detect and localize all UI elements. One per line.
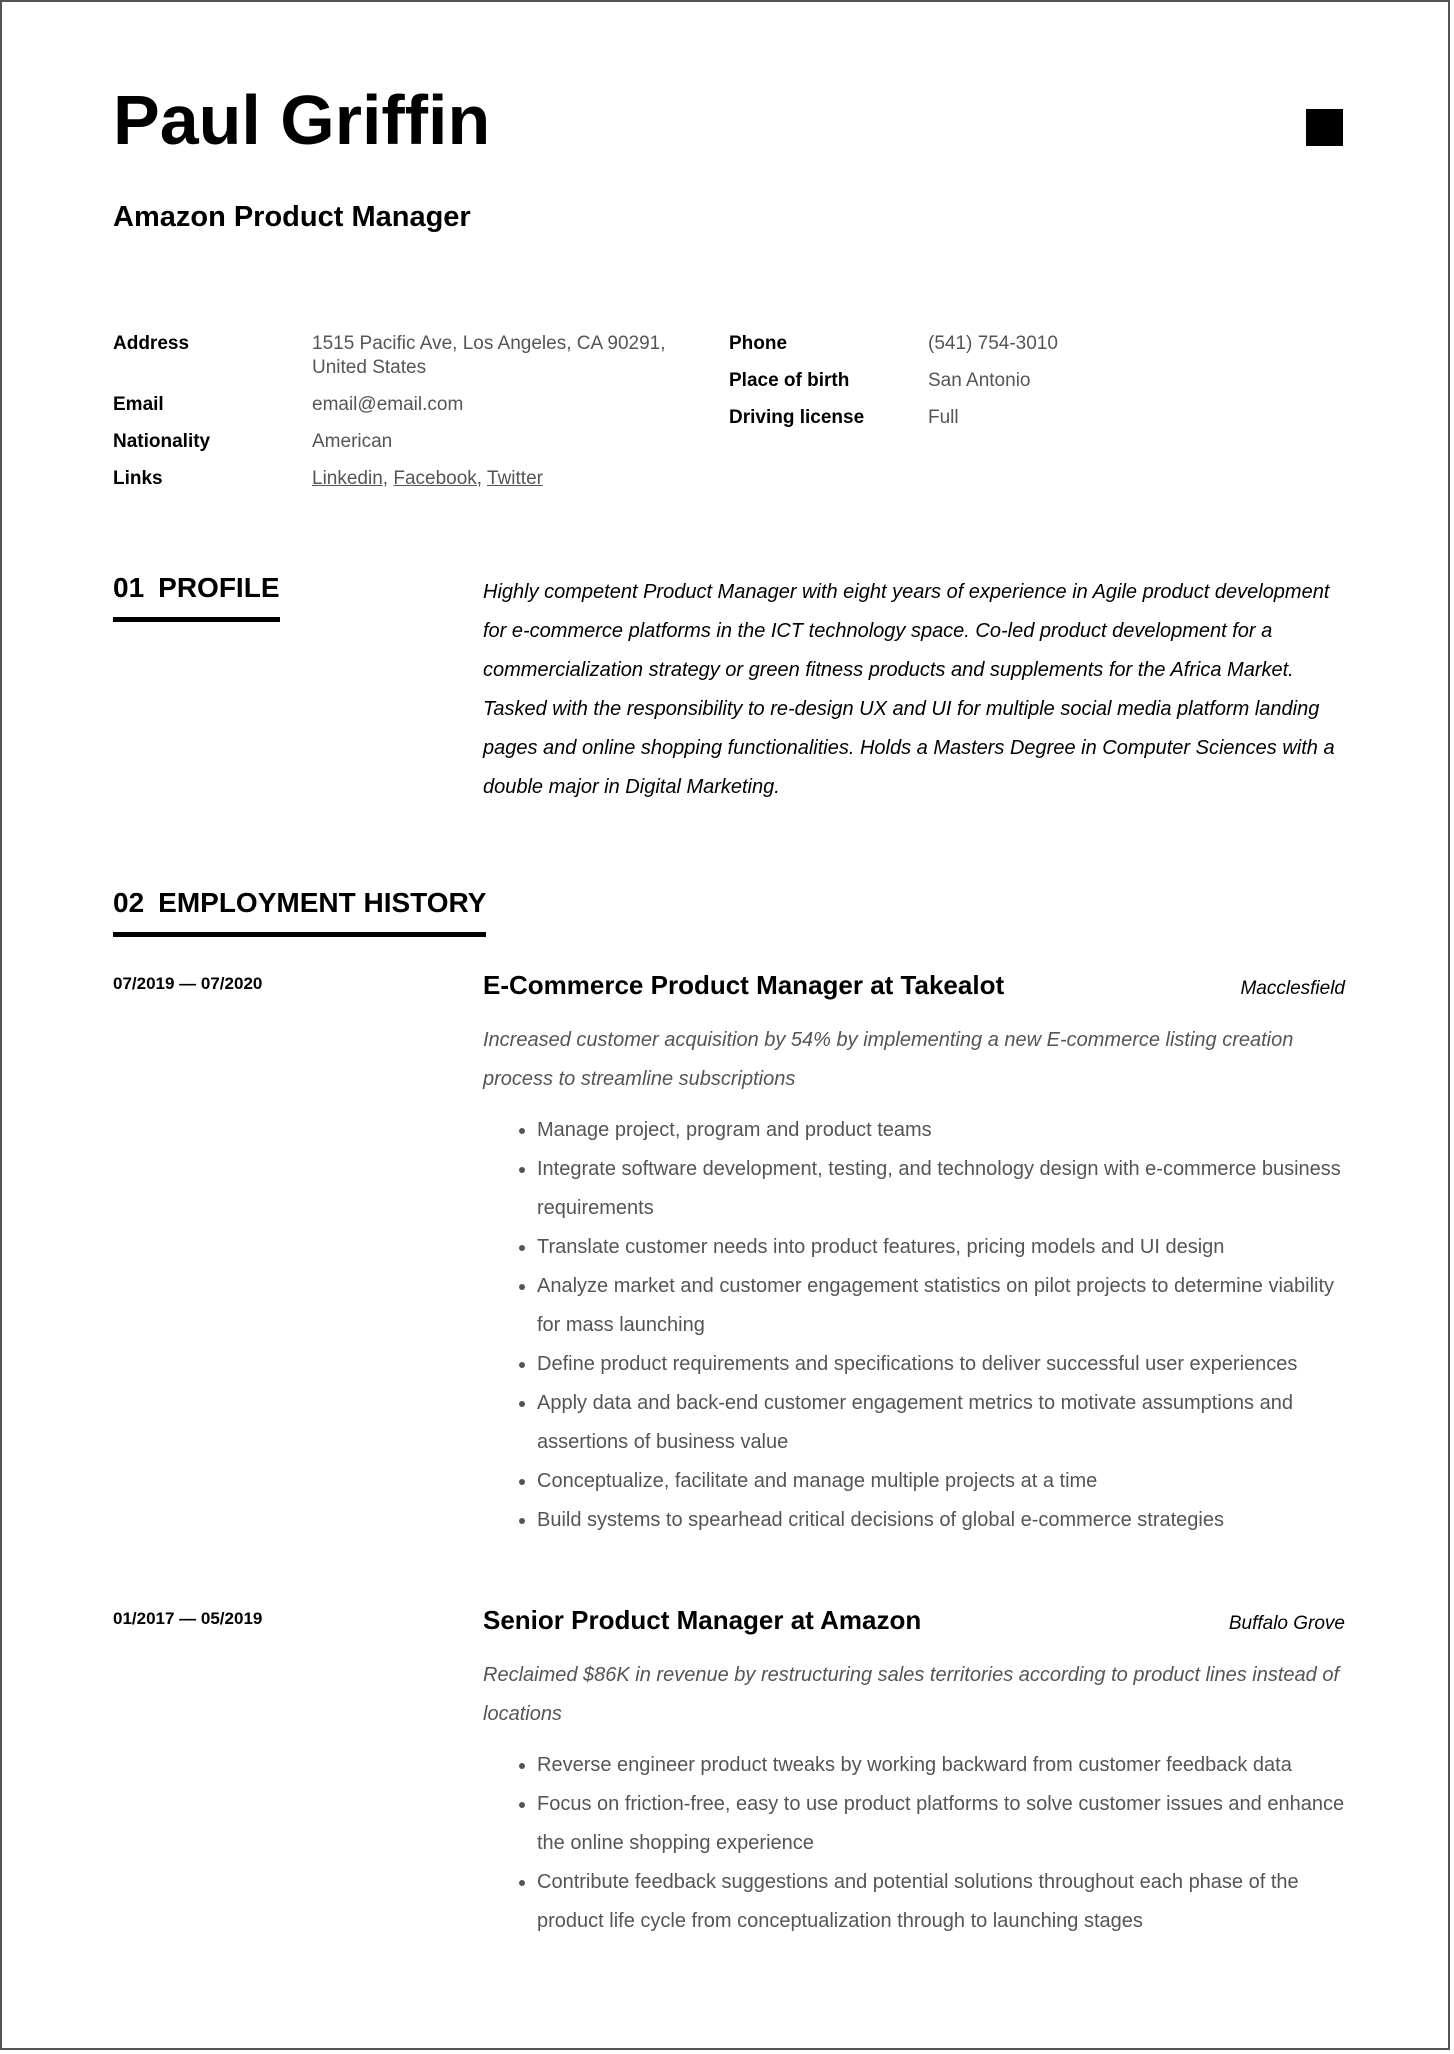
list-item: • Contribute feedback suggestions and potential solutions throughout each phase of the product life cycle from conceptualization through to launching stages — [537, 1863, 1345, 1941]
detail-label: Email — [113, 394, 164, 415]
links-list — [312, 467, 693, 491]
detail-row-place-of-birth — [729, 369, 1289, 393]
candidate-job-title: Amazon Product Manager — [113, 201, 471, 233]
detail-value: San Antonio — [928, 370, 1031, 391]
detail-label: Address — [113, 333, 190, 354]
list-item: • Build systems to spearhead critical decisions of global e-commerce strategies — [537, 1501, 1345, 1540]
facebook-link[interactable]: Facebook — [393, 468, 477, 489]
job-bullets — [483, 1111, 1345, 1540]
square-icon — [1306, 109, 1343, 146]
job-dates: 07/2019 — 07/2020 — [113, 974, 263, 993]
detail-value: (541) 754-3010 — [928, 333, 1058, 354]
job-body — [483, 970, 1345, 1540]
twitter-link[interactable]: Twitter — [487, 468, 543, 489]
section-number: 02 — [113, 887, 145, 918]
profile-text: Highly competent Product Manager with eight years of experience in Agile product development for e-commerce platforms in the ICT technology space. Co-led product development for a commercialization strategy or green fitness products and supplements for the Africa Market. Tasked with the responsibility to re-design UX and UI for multiple social media platform landing pages and online shopping functionalities. Holds a Masters Degree in Computer Sciences with a double major in Digital Marketing. — [483, 581, 1335, 798]
job-dates: 01/2017 — 05/2019 — [113, 1609, 263, 1628]
list-item: • Conceptualize, facilitate and manage multiple projects at a time — [537, 1462, 1345, 1501]
job-location: Buffalo Grove — [1228, 1613, 1345, 1634]
list-item: • Reverse engineer product tweaks by working backward from customer feedback data — [537, 1746, 1345, 1785]
list-item: • Manage project, program and product teams — [537, 1111, 1345, 1150]
job-header — [483, 970, 1345, 1001]
detail-label: Phone — [729, 333, 788, 354]
profile-heading — [113, 571, 280, 622]
details-right-column — [729, 332, 1289, 443]
link-separator: , — [476, 468, 483, 489]
section-number: 01 — [113, 572, 145, 603]
detail-label: Nationality — [113, 431, 211, 452]
link-separator: , — [382, 468, 389, 489]
job-header — [483, 1605, 1345, 1636]
detail-row-email — [113, 393, 693, 417]
detail-label: Links — [113, 468, 163, 489]
list-item: • Apply data and back-end customer engagement metrics to motivate assumptions and assertions of business value — [537, 1384, 1345, 1462]
job-location: Macclesfield — [1240, 978, 1345, 999]
job-role: Senior Product Manager at Amazon — [483, 1605, 922, 1635]
detail-value: 1515 Pacific Ave, Los Angeles, CA 90291, United States — [312, 333, 666, 378]
list-item: • Define product requirements and specifications to deliver successful user experiences — [537, 1345, 1345, 1384]
detail-label: Place of birth — [729, 370, 850, 391]
employment-heading — [113, 886, 486, 937]
detail-value: Full — [928, 407, 959, 428]
list-item: • Focus on friction-free, easy to use product platforms to solve customer issues and enhance the online shopping experience — [537, 1785, 1345, 1863]
detail-row-nationality — [113, 430, 693, 454]
detail-row-links — [113, 467, 693, 491]
detail-value: email@email.com — [312, 394, 464, 415]
section-title: PROFILE — [158, 572, 280, 603]
details-left-column — [113, 332, 693, 504]
linkedin-link[interactable]: Linkedin — [312, 468, 383, 489]
list-item: • Analyze market and customer engagement statistics on pilot projects to determine viability for mass launching — [537, 1267, 1345, 1345]
detail-row-phone — [729, 332, 1289, 356]
detail-label: Driving license — [729, 407, 865, 428]
detail-row-driving-license — [729, 406, 1289, 430]
list-item: • Translate customer needs into product features, pricing models and UI design — [537, 1228, 1345, 1267]
detail-value: American — [312, 431, 393, 452]
list-item: • Integrate software development, testing, and technology design with e-commerce business requirements — [537, 1150, 1345, 1228]
section-title: EMPLOYMENT HISTORY — [158, 887, 487, 918]
candidate-name: Paul Griffin — [113, 81, 491, 159]
detail-row-address — [113, 332, 693, 380]
job-role: E-Commerce Product Manager at Takealot — [483, 970, 1005, 1000]
job-summary: Increased customer acquisition by 54% by implementing a new E-commerce listing creation process to streamline subscriptions — [483, 1029, 1294, 1090]
job-body — [483, 1605, 1345, 1941]
job-summary: Reclaimed $86K in revenue by restructuring sales territories according to product lines instead of locations — [483, 1664, 1339, 1725]
job-bullets — [483, 1746, 1345, 1941]
